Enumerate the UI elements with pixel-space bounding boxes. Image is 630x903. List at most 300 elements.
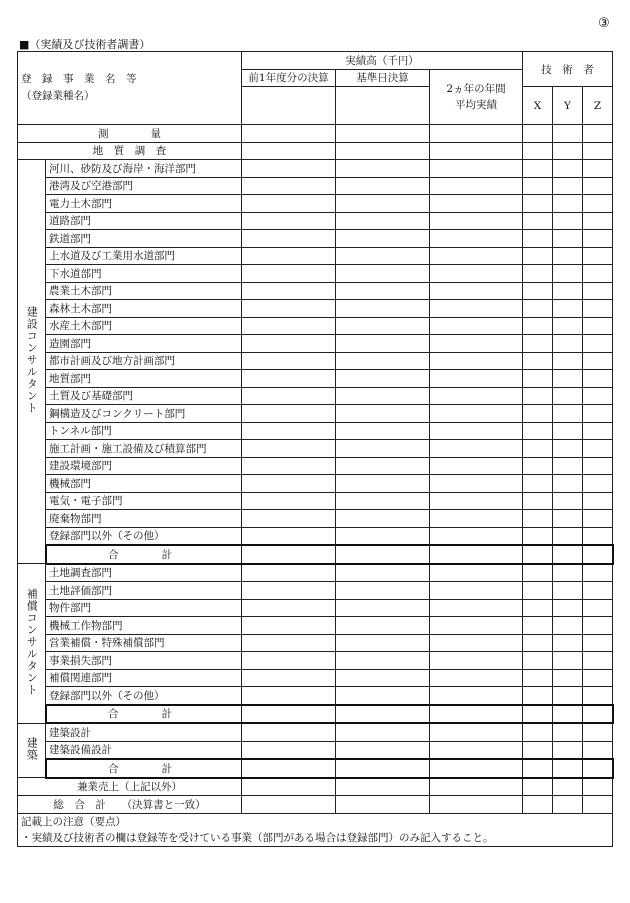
value-cell[interactable] <box>523 352 553 370</box>
value-cell[interactable] <box>242 564 336 582</box>
table-row <box>18 405 613 423</box>
value-cell[interactable] <box>583 247 613 265</box>
total-value-cell[interactable] <box>242 759 336 778</box>
category-label: 測 量 <box>18 125 242 143</box>
value-cell[interactable] <box>523 634 553 652</box>
value-cell[interactable] <box>553 634 583 652</box>
total-value-cell[interactable] <box>242 545 336 564</box>
total-label: 合 計 <box>46 759 242 778</box>
item-label: 施工計画・施工設備及び積算部門 <box>46 440 242 458</box>
value-cell[interactable] <box>430 317 523 335</box>
item-label: 土地調査部門 <box>46 564 242 582</box>
total-value-cell[interactable] <box>583 705 613 724</box>
value-cell[interactable] <box>336 370 430 388</box>
prev-year-header: 前1年度分の決算 <box>242 69 336 87</box>
value-cell[interactable] <box>523 160 553 178</box>
table-row <box>18 317 613 335</box>
table-row <box>18 265 613 283</box>
value-cell[interactable] <box>336 723 430 741</box>
value-cell[interactable] <box>553 370 583 388</box>
value-cell[interactable] <box>553 177 583 195</box>
value-cell[interactable] <box>523 230 553 248</box>
notes-cell <box>18 813 613 846</box>
value-cell[interactable] <box>242 741 336 759</box>
value-cell[interactable] <box>336 352 430 370</box>
value-cell[interactable] <box>523 125 553 143</box>
value-cell[interactable] <box>583 599 613 617</box>
value-cell[interactable] <box>523 440 553 458</box>
value-cell[interactable] <box>523 265 553 283</box>
value-cell[interactable] <box>336 492 430 510</box>
value-cell[interactable] <box>430 335 523 353</box>
value-cell[interactable] <box>242 457 336 475</box>
value-cell[interactable] <box>523 527 553 545</box>
value-cell[interactable] <box>523 317 553 335</box>
table-row <box>18 582 613 600</box>
table-row <box>18 527 613 545</box>
value-cell[interactable] <box>430 778 523 796</box>
value-cell[interactable] <box>553 778 583 796</box>
table-row <box>18 510 613 528</box>
value-cell[interactable] <box>336 564 430 582</box>
item-label: 上水道及び工業用水道部門 <box>46 247 242 265</box>
total-value-cell[interactable] <box>523 759 553 778</box>
value-cell[interactable] <box>336 125 430 143</box>
value-cell[interactable] <box>430 352 523 370</box>
value-cell[interactable] <box>583 527 613 545</box>
value-cell[interactable] <box>430 422 523 440</box>
value-cell[interactable] <box>242 247 336 265</box>
base-date-blank <box>336 87 430 125</box>
value-cell[interactable] <box>430 247 523 265</box>
item-label: 森林土木部門 <box>46 300 242 318</box>
value-cell[interactable] <box>336 212 430 230</box>
value-cell[interactable] <box>553 741 583 759</box>
value-cell[interactable] <box>242 317 336 335</box>
value-cell[interactable] <box>583 564 613 582</box>
value-cell[interactable] <box>553 422 583 440</box>
value-cell[interactable] <box>553 617 583 635</box>
value-cell[interactable] <box>553 510 583 528</box>
value-cell[interactable] <box>430 634 523 652</box>
total-value-cell[interactable] <box>336 705 430 724</box>
value-cell[interactable] <box>336 177 430 195</box>
value-cell[interactable] <box>523 142 553 160</box>
value-cell[interactable] <box>242 422 336 440</box>
value-cell[interactable] <box>242 652 336 670</box>
value-cell[interactable] <box>583 160 613 178</box>
value-cell[interactable] <box>553 669 583 687</box>
value-cell[interactable] <box>553 564 583 582</box>
table-row <box>18 652 613 670</box>
value-cell[interactable] <box>553 352 583 370</box>
value-cell[interactable] <box>430 230 523 248</box>
value-cell[interactable] <box>430 387 523 405</box>
value-cell[interactable] <box>242 669 336 687</box>
item-label: 農業土木部門 <box>46 282 242 300</box>
value-cell[interactable] <box>430 564 523 582</box>
value-cell[interactable] <box>583 652 613 670</box>
value-cell[interactable] <box>430 440 523 458</box>
value-cell[interactable] <box>553 582 583 600</box>
value-cell[interactable] <box>242 230 336 248</box>
item-label: 土質及び基礎部門 <box>46 387 242 405</box>
compensation-total-row <box>18 705 613 724</box>
registration-name-label: 登 録 事 業 名 等 <box>21 73 137 85</box>
value-cell[interactable] <box>242 282 336 300</box>
value-cell[interactable] <box>430 796 523 814</box>
grand-total-row-label: 総 合 計 （決算書と一致） <box>18 796 242 814</box>
value-cell[interactable] <box>583 440 613 458</box>
value-cell[interactable] <box>553 652 583 670</box>
value-cell[interactable] <box>583 669 613 687</box>
table-row <box>18 475 613 493</box>
value-cell[interactable] <box>336 599 430 617</box>
table-row <box>18 492 613 510</box>
value-cell[interactable] <box>242 387 336 405</box>
value-cell[interactable] <box>336 582 430 600</box>
value-cell[interactable] <box>553 265 583 283</box>
item-label: 道路部門 <box>46 212 242 230</box>
value-cell[interactable] <box>336 617 430 635</box>
value-cell[interactable] <box>242 440 336 458</box>
value-cell[interactable] <box>523 282 553 300</box>
value-cell[interactable] <box>523 582 553 600</box>
value-cell[interactable] <box>553 142 583 160</box>
value-cell[interactable] <box>242 142 336 160</box>
value-cell[interactable] <box>553 687 583 705</box>
value-cell[interactable] <box>583 457 613 475</box>
item-label: 機械部門 <box>46 475 242 493</box>
value-cell[interactable] <box>583 405 613 423</box>
value-cell[interactable] <box>430 527 523 545</box>
value-cell[interactable] <box>583 796 613 814</box>
item-label: 補償関連部門 <box>46 669 242 687</box>
value-cell[interactable] <box>336 527 430 545</box>
value-cell[interactable] <box>523 599 553 617</box>
value-cell[interactable] <box>430 510 523 528</box>
item-label: 造園部門 <box>46 335 242 353</box>
value-cell[interactable] <box>242 599 336 617</box>
total-value-cell[interactable] <box>242 705 336 724</box>
value-cell[interactable] <box>430 669 523 687</box>
value-cell[interactable] <box>336 510 430 528</box>
value-cell[interactable] <box>242 527 336 545</box>
value-cell[interactable] <box>523 687 553 705</box>
value-cell[interactable] <box>242 510 336 528</box>
value-cell[interactable] <box>523 370 553 388</box>
value-cell[interactable] <box>242 352 336 370</box>
table-row <box>18 457 613 475</box>
value-cell[interactable] <box>583 510 613 528</box>
value-cell[interactable] <box>242 778 336 796</box>
value-cell[interactable] <box>242 475 336 493</box>
value-cell[interactable] <box>430 125 523 143</box>
value-cell[interactable] <box>523 796 553 814</box>
value-cell[interactable] <box>242 177 336 195</box>
table-row <box>18 634 613 652</box>
construction-total-row <box>18 545 613 564</box>
value-cell[interactable] <box>583 617 613 635</box>
value-cell[interactable] <box>523 387 553 405</box>
value-cell[interactable] <box>242 300 336 318</box>
value-cell[interactable] <box>523 669 553 687</box>
table-row <box>18 177 613 195</box>
total-value-cell[interactable] <box>553 545 583 564</box>
value-cell[interactable] <box>336 405 430 423</box>
value-cell[interactable] <box>553 247 583 265</box>
value-cell[interactable] <box>553 282 583 300</box>
value-cell[interactable] <box>523 457 553 475</box>
total-value-cell[interactable] <box>583 545 613 564</box>
engineer-z-header: Z <box>583 87 613 125</box>
item-label: 河川、砂防及び海岸・海洋部門 <box>46 160 242 178</box>
value-cell[interactable] <box>583 475 613 493</box>
value-cell[interactable] <box>523 741 553 759</box>
item-label: 都市計画及び地方計画部門 <box>46 352 242 370</box>
value-cell[interactable] <box>583 370 613 388</box>
total-value-cell[interactable] <box>336 759 430 778</box>
value-cell[interactable] <box>336 160 430 178</box>
table-row <box>18 599 613 617</box>
value-cell[interactable] <box>553 475 583 493</box>
document-title: ■（実績及び技術者調書） <box>19 38 151 51</box>
value-cell[interactable] <box>523 778 553 796</box>
value-cell[interactable] <box>553 723 583 741</box>
value-cell[interactable] <box>242 370 336 388</box>
jisseki-header: 実績高（千円） <box>242 52 523 70</box>
value-cell[interactable] <box>336 265 430 283</box>
total-value-cell[interactable] <box>553 759 583 778</box>
value-cell[interactable] <box>242 195 336 213</box>
value-cell[interactable] <box>583 634 613 652</box>
item-label: 事業損失部門 <box>46 652 242 670</box>
value-cell[interactable] <box>430 300 523 318</box>
value-cell[interactable] <box>242 796 336 814</box>
value-cell[interactable] <box>553 125 583 143</box>
value-cell[interactable] <box>430 582 523 600</box>
value-cell[interactable] <box>430 265 523 283</box>
item-label: 物件部門 <box>46 599 242 617</box>
value-cell[interactable] <box>583 265 613 283</box>
value-cell[interactable] <box>523 195 553 213</box>
value-cell[interactable] <box>583 125 613 143</box>
value-cell[interactable] <box>336 778 430 796</box>
value-cell[interactable] <box>523 405 553 423</box>
value-cell[interactable] <box>583 687 613 705</box>
value-cell[interactable] <box>242 492 336 510</box>
value-cell[interactable] <box>430 195 523 213</box>
value-cell[interactable] <box>430 617 523 635</box>
value-cell[interactable] <box>336 741 430 759</box>
value-cell[interactable] <box>583 212 613 230</box>
value-cell[interactable] <box>553 160 583 178</box>
value-cell[interactable] <box>336 457 430 475</box>
value-cell[interactable] <box>583 723 613 741</box>
value-cell[interactable] <box>553 387 583 405</box>
value-cell[interactable] <box>430 142 523 160</box>
value-cell[interactable] <box>553 599 583 617</box>
item-label: 建設環境部門 <box>46 457 242 475</box>
value-cell[interactable] <box>553 796 583 814</box>
value-cell[interactable] <box>523 422 553 440</box>
table-row <box>18 564 613 582</box>
total-value-cell[interactable] <box>336 545 430 564</box>
value-cell[interactable] <box>583 177 613 195</box>
value-cell[interactable] <box>242 405 336 423</box>
construction-section-label <box>18 160 46 564</box>
value-cell[interactable] <box>523 335 553 353</box>
other-sales-row-label: 兼業売上（上記以外） <box>18 778 242 796</box>
value-cell[interactable] <box>523 723 553 741</box>
total-value-cell[interactable] <box>553 705 583 724</box>
value-cell[interactable] <box>336 440 430 458</box>
performance-engineer-table <box>17 51 614 847</box>
value-cell[interactable] <box>430 492 523 510</box>
value-cell[interactable] <box>336 475 430 493</box>
value-cell[interactable] <box>336 387 430 405</box>
value-cell[interactable] <box>583 282 613 300</box>
value-cell[interactable] <box>336 317 430 335</box>
two-year-line-2: 平均実績 <box>455 98 497 111</box>
compensation-section-text: 補償コンサルタント <box>25 587 39 696</box>
total-value-cell[interactable] <box>523 545 553 564</box>
value-cell[interactable] <box>523 212 553 230</box>
value-cell[interactable] <box>553 212 583 230</box>
total-label: 合 計 <box>46 705 242 724</box>
value-cell[interactable] <box>336 335 430 353</box>
item-label: 建築設備設計 <box>46 741 242 759</box>
value-cell[interactable] <box>553 405 583 423</box>
value-cell[interactable] <box>583 317 613 335</box>
value-cell[interactable] <box>242 125 336 143</box>
value-cell[interactable] <box>242 687 336 705</box>
table-row <box>18 160 613 178</box>
value-cell[interactable] <box>553 317 583 335</box>
value-cell[interactable] <box>430 652 523 670</box>
value-cell[interactable] <box>336 142 430 160</box>
value-cell[interactable] <box>336 282 430 300</box>
value-cell[interactable] <box>242 582 336 600</box>
value-cell[interactable] <box>336 634 430 652</box>
value-cell[interactable] <box>523 247 553 265</box>
notes-row <box>18 813 613 846</box>
total-value-cell[interactable] <box>430 759 523 778</box>
value-cell[interactable] <box>553 335 583 353</box>
table-row <box>18 335 613 353</box>
value-cell[interactable] <box>336 796 430 814</box>
value-cell[interactable] <box>242 160 336 178</box>
value-cell[interactable] <box>583 335 613 353</box>
total-value-cell[interactable] <box>523 705 553 724</box>
value-cell[interactable] <box>583 778 613 796</box>
page-number: ③ <box>598 16 610 31</box>
value-cell[interactable] <box>553 492 583 510</box>
value-cell[interactable] <box>553 230 583 248</box>
value-cell[interactable] <box>242 335 336 353</box>
value-cell[interactable] <box>523 300 553 318</box>
item-label: 港湾及び空港部門 <box>46 177 242 195</box>
item-label: トンネル部門 <box>46 422 242 440</box>
value-cell[interactable] <box>523 564 553 582</box>
value-cell[interactable] <box>523 652 553 670</box>
value-cell[interactable] <box>553 440 583 458</box>
total-value-cell[interactable] <box>430 545 523 564</box>
value-cell[interactable] <box>242 212 336 230</box>
value-cell[interactable] <box>242 265 336 283</box>
value-cell[interactable] <box>583 741 613 759</box>
value-cell[interactable] <box>336 300 430 318</box>
value-cell[interactable] <box>583 230 613 248</box>
two-year-line-1: 2ヵ年の年間 <box>446 82 506 95</box>
value-cell[interactable] <box>336 669 430 687</box>
value-cell[interactable] <box>523 492 553 510</box>
value-cell[interactable] <box>583 387 613 405</box>
table-row <box>18 142 613 160</box>
value-cell[interactable] <box>336 247 430 265</box>
registration-sub-label: （登録業種名） <box>21 90 95 102</box>
total-value-cell[interactable] <box>583 759 613 778</box>
value-cell[interactable] <box>583 195 613 213</box>
value-cell[interactable] <box>583 582 613 600</box>
value-cell[interactable] <box>430 741 523 759</box>
value-cell[interactable] <box>336 230 430 248</box>
value-cell[interactable] <box>583 300 613 318</box>
value-cell[interactable] <box>242 634 336 652</box>
value-cell[interactable] <box>430 723 523 741</box>
value-cell[interactable] <box>242 723 336 741</box>
value-cell[interactable] <box>553 195 583 213</box>
table-row <box>18 230 613 248</box>
value-cell[interactable] <box>430 475 523 493</box>
value-cell[interactable] <box>430 370 523 388</box>
value-cell[interactable] <box>583 492 613 510</box>
value-cell[interactable] <box>242 617 336 635</box>
value-cell[interactable] <box>430 457 523 475</box>
value-cell[interactable] <box>523 177 553 195</box>
value-cell[interactable] <box>336 687 430 705</box>
value-cell[interactable] <box>523 475 553 493</box>
value-cell[interactable] <box>553 527 583 545</box>
value-cell[interactable] <box>336 195 430 213</box>
value-cell[interactable] <box>336 422 430 440</box>
value-cell[interactable] <box>553 300 583 318</box>
value-cell[interactable] <box>583 422 613 440</box>
table-row <box>18 212 613 230</box>
engineers-header: 技 術 者 <box>523 52 613 87</box>
value-cell[interactable] <box>583 352 613 370</box>
table-row <box>18 125 613 143</box>
value-cell[interactable] <box>430 212 523 230</box>
table-row <box>18 195 613 213</box>
value-cell[interactable] <box>430 599 523 617</box>
notes-heading: 記載上の注意（要点） <box>21 815 126 828</box>
value-cell[interactable] <box>553 457 583 475</box>
total-value-cell[interactable] <box>430 705 523 724</box>
value-cell[interactable] <box>336 652 430 670</box>
value-cell[interactable] <box>430 687 523 705</box>
value-cell[interactable] <box>430 177 523 195</box>
table-row <box>18 723 613 741</box>
value-cell[interactable] <box>523 617 553 635</box>
table-row <box>18 422 613 440</box>
value-cell[interactable] <box>430 160 523 178</box>
value-cell[interactable] <box>583 142 613 160</box>
value-cell[interactable] <box>523 510 553 528</box>
value-cell[interactable] <box>430 405 523 423</box>
value-cell[interactable] <box>430 282 523 300</box>
table-row <box>18 387 613 405</box>
